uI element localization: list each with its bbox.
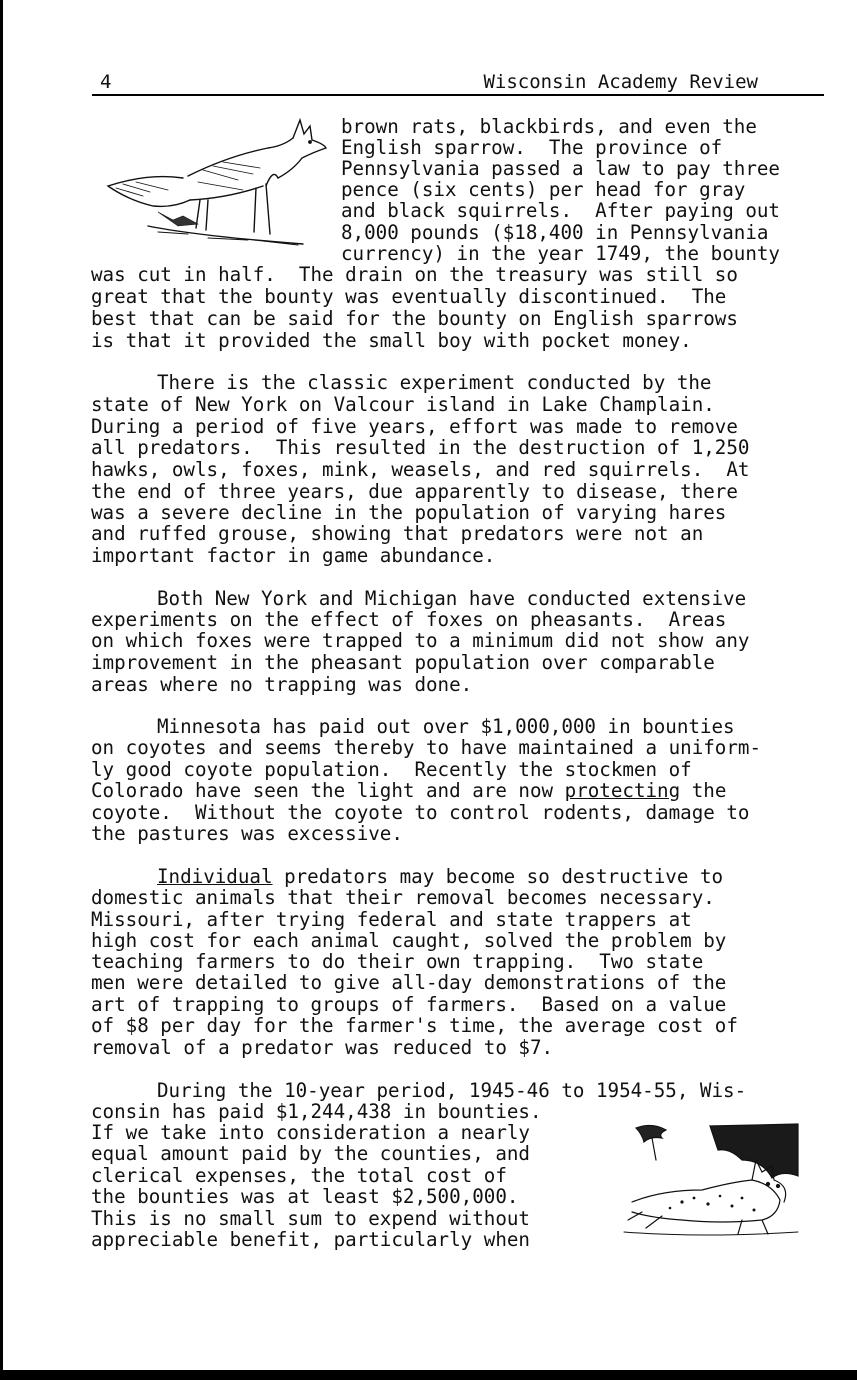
text-line-30: coyote. Without the coyote to control rodents, damage to — [91, 801, 750, 824]
page-header — [92, 70, 824, 94]
fox-illustration — [88, 108, 328, 250]
text-line-9: great that the bounty was eventually discontinued. The — [91, 285, 727, 308]
text-span-32b: predators may become so destructive to — [272, 865, 724, 888]
text-line-41: During the 10-year period, 1945-46 to 1954-55, Wis- — [157, 1079, 747, 1102]
text-line-23: on which foxes were trapped to a minimum did not show any — [91, 629, 750, 652]
text-line-2: English sparrow. The province of — [341, 136, 723, 159]
text-line-16: hawks, owls, foxes, mink, weasels, and red squirrels. At — [91, 458, 750, 481]
text-line-33: domestic animals that their removal becomes necessary. — [91, 886, 715, 909]
text-line-40: removal of a predator was reduced to $7. — [91, 1036, 554, 1059]
text-line-19: and ruffed grouse, showing that predators were not an — [91, 522, 704, 545]
text-line-39: of $8 per day for the farmer's time, the average cost of — [91, 1014, 738, 1037]
text-line-25: areas where no trapping was done. — [91, 673, 473, 696]
header-rule — [92, 94, 824, 96]
text-line-28: ly good coyote population. Recently the stockmen of — [91, 758, 692, 781]
text-line-38: art of trapping to groups of farmers. Based on a value — [91, 993, 727, 1016]
text-line-46: the bounties was at least $2,500,000. — [91, 1185, 519, 1208]
text-line-17: the end of three years, due apparently to disease, there — [91, 480, 738, 503]
text-span-29a: Colorado have seen the light and are now — [91, 779, 565, 802]
text-line-20: important factor in game abundance. — [91, 544, 496, 567]
emphasis-protecting: protecting — [564, 779, 681, 802]
text-line-4: pence (six cents) per head for gray — [341, 178, 746, 201]
lynx-illustration — [622, 1120, 800, 1238]
text-line-7: currency) in the year 1749, the bounty — [341, 242, 780, 265]
page-number: 4 — [100, 71, 112, 93]
text-line-8: was cut in half. The drain on the treasury was still so — [91, 263, 738, 286]
text-line-10: best that can be said for the bounty on English sparrows — [91, 307, 738, 330]
scan-edge-left — [0, 0, 3, 1380]
text-line-35: high cost for each animal caught, solved the problem by — [91, 929, 727, 952]
emphasis-individual: Individual — [157, 865, 273, 888]
text-line-31: the pastures was excessive. — [91, 822, 403, 845]
running-title: Wisconsin Academy Review — [483, 71, 758, 93]
text-line-45: clerical expenses, the total cost of — [91, 1164, 507, 1187]
text-line-26: Minnesota has paid out over $1,000,000 in bounties — [157, 715, 735, 738]
text-line-44: equal amount paid by the counties, and — [91, 1142, 530, 1165]
text-span-29b: the — [680, 779, 727, 802]
text-line-43: If we take into consideration a nearly — [91, 1121, 530, 1144]
text-line-13: state of New York on Valcour island in Lake Champlain. — [91, 393, 715, 416]
text-line-14: During a period of five years, effort was made to remove — [91, 415, 738, 438]
text-line-34: Missouri, after trying federal and state trappers at — [91, 908, 692, 931]
text-line-5: and black squirrels. After paying out — [341, 199, 780, 222]
text-line-42: consin has paid $1,244,438 in bounties. — [91, 1100, 542, 1123]
text-line-1: brown rats, blackbirds, and even the — [341, 115, 757, 138]
text-line-15: all predators. This resulted in the destruction of 1,250 — [91, 436, 750, 459]
text-line-22: experiments on the effect of foxes on pheasants. Areas — [91, 608, 727, 631]
text-line-12: There is the classic experiment conducted by the — [157, 371, 712, 394]
text-line-47: This is no small sum to expend without — [91, 1207, 530, 1230]
text-line-29 — [91, 780, 726, 801]
text-line-32 — [157, 866, 723, 887]
text-line-24: improvement in the pheasant population over comparable — [91, 651, 715, 674]
text-line-6: 8,000 pounds ($18,400 in Pennsylvania — [341, 221, 769, 244]
text-line-18: was a severe decline in the population of varying hares — [91, 501, 727, 524]
scan-edge-bottom — [0, 1370, 857, 1380]
text-line-27: on coyotes and seems thereby to have maintained a uniform- — [91, 736, 762, 759]
text-line-3: Pennsylvania passed a law to pay three — [341, 157, 780, 180]
text-line-21: Both New York and Michigan have conducted extensive — [157, 587, 747, 610]
text-line-37: men were detailed to give all-day demonstrations of the — [91, 971, 727, 994]
text-line-48: appreciable benefit, particularly when — [91, 1228, 530, 1251]
text-line-11: is that it provided the small boy with pocket money. — [91, 329, 692, 352]
text-line-36: teaching farmers to do their own trapping. Two state — [91, 950, 704, 973]
